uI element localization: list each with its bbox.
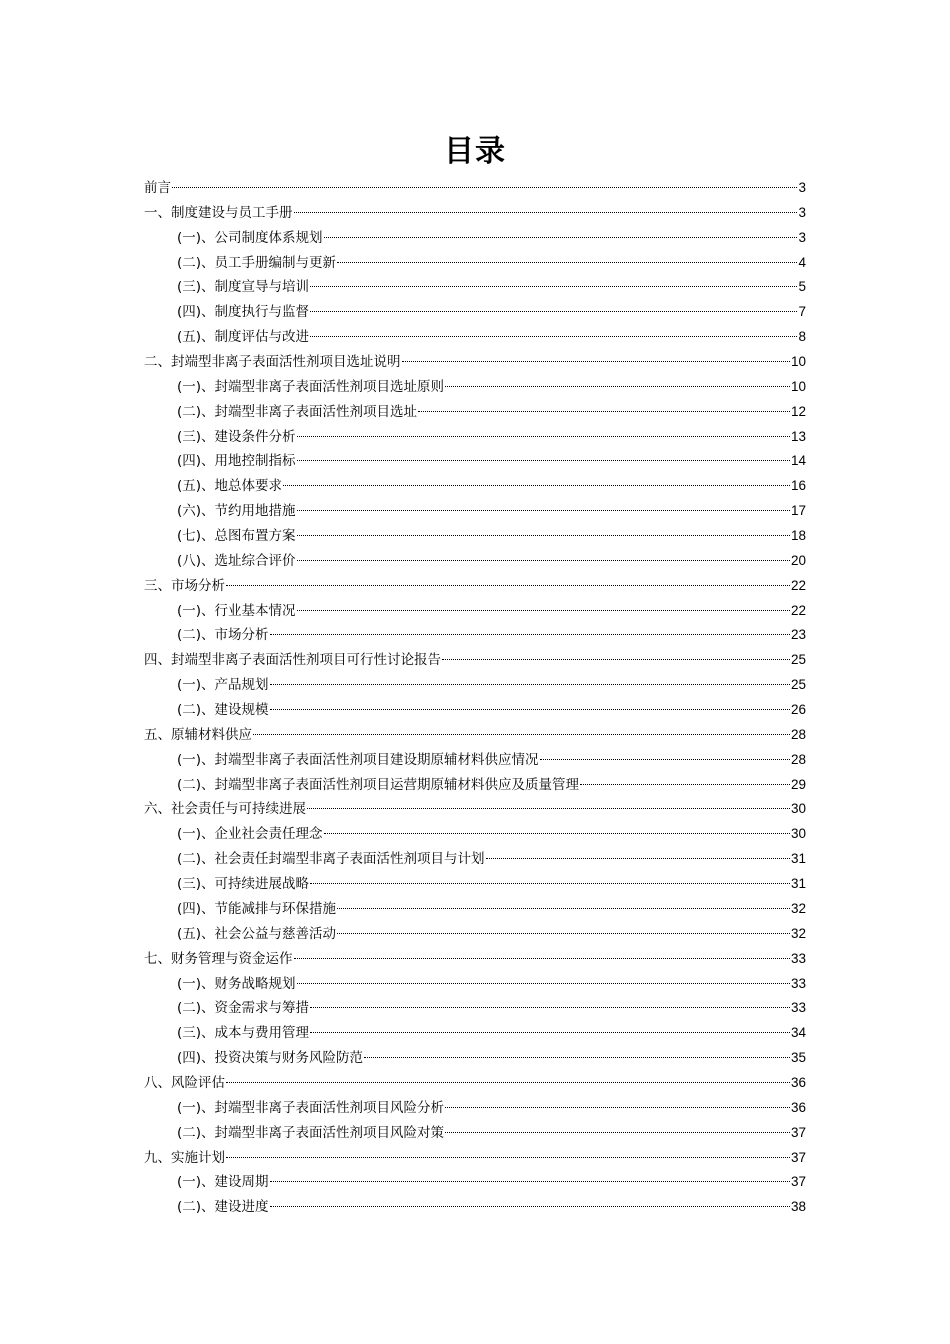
toc-entry-page-number: 13 bbox=[790, 428, 806, 444]
toc-subentry[interactable] bbox=[144, 251, 806, 276]
toc-entry-page-number: 37 bbox=[790, 1149, 806, 1165]
toc-subentry[interactable] bbox=[144, 897, 806, 922]
toc-subentry[interactable] bbox=[144, 524, 806, 549]
toc-entry-label: (三)、成本与费用管理 bbox=[177, 1025, 310, 1042]
toc-entry-label: (三)、可持续进展战略 bbox=[177, 876, 310, 893]
dot-leader bbox=[297, 983, 790, 984]
toc-entry-label: (二)、员工手册编制与更新 bbox=[177, 254, 337, 271]
toc-entry-label: 一、制度建设与员工手册 bbox=[144, 204, 293, 221]
dot-leader bbox=[297, 460, 790, 461]
dot-leader bbox=[364, 1057, 790, 1058]
toc-entry-page-number: 16 bbox=[790, 478, 806, 494]
toc-entry-page-number: 3 bbox=[798, 180, 806, 195]
toc-entry-page-number: 32 bbox=[790, 900, 806, 916]
toc-subentry[interactable] bbox=[144, 872, 806, 897]
toc-entry-page-number: 7 bbox=[798, 304, 806, 320]
toc-entry-page-number: 29 bbox=[790, 776, 806, 792]
dot-leader bbox=[442, 659, 790, 660]
dot-leader bbox=[172, 187, 797, 188]
toc-subentry[interactable] bbox=[144, 226, 806, 251]
dot-leader bbox=[294, 212, 798, 213]
toc-entry-page-number: 31 bbox=[790, 851, 806, 867]
toc-entry[interactable] bbox=[144, 1146, 806, 1171]
toc-subentry[interactable] bbox=[144, 673, 806, 698]
toc-subentry[interactable] bbox=[144, 599, 806, 624]
dot-leader bbox=[310, 286, 797, 287]
toc-entry-label: 五、原辅材料供应 bbox=[144, 726, 252, 743]
toc-entry-page-number: 14 bbox=[790, 453, 806, 469]
dot-leader bbox=[307, 808, 790, 809]
dot-leader bbox=[270, 684, 790, 685]
dot-leader bbox=[226, 1082, 790, 1083]
toc-entry-page-number: 5 bbox=[798, 279, 806, 295]
toc-entry-page-number: 8 bbox=[798, 329, 806, 345]
toc-entry-page-number: 4 bbox=[798, 254, 806, 270]
toc-subentry[interactable] bbox=[144, 996, 806, 1021]
toc-entry-page-number: 33 bbox=[790, 975, 806, 991]
dot-leader bbox=[294, 958, 790, 959]
toc-entry-page-number: 30 bbox=[790, 801, 806, 817]
toc-subentry[interactable] bbox=[144, 822, 806, 847]
toc-entry[interactable] bbox=[144, 350, 806, 375]
dot-leader bbox=[418, 411, 790, 412]
toc-entry-label: (一)、行业基本情况 bbox=[177, 602, 296, 619]
dot-leader bbox=[297, 510, 790, 511]
toc-entry[interactable] bbox=[144, 176, 806, 201]
toc-subentry[interactable] bbox=[144, 748, 806, 773]
toc-entry-label: 七、财务管理与资金运作 bbox=[144, 950, 293, 967]
toc-entry-label: (一)、封端型非离子表面活性剂项目建设期原辅材料供应情况 bbox=[177, 751, 539, 768]
toc-entry-page-number: 23 bbox=[790, 627, 806, 643]
toc-entry-page-number: 10 bbox=[790, 354, 806, 370]
toc-entry-label: (二)、社会责任封端型非离子表面活性剂项目与计划 bbox=[177, 851, 485, 868]
dot-leader bbox=[297, 535, 790, 536]
dot-leader bbox=[445, 1132, 790, 1133]
toc-entry-label: (二)、市场分析 bbox=[177, 627, 269, 644]
dot-leader bbox=[270, 709, 790, 710]
toc-entry-label: (四)、节能减排与环保措施 bbox=[177, 900, 337, 917]
dot-leader bbox=[445, 1107, 790, 1108]
toc-entry[interactable] bbox=[144, 201, 806, 226]
toc-subentry[interactable] bbox=[144, 499, 806, 524]
toc-entry-page-number: 17 bbox=[790, 503, 806, 519]
dot-leader bbox=[297, 436, 790, 437]
toc-subentry[interactable] bbox=[144, 773, 806, 798]
toc-entry-page-number: 28 bbox=[790, 726, 806, 742]
toc-entry-page-number: 37 bbox=[790, 1174, 806, 1190]
dot-leader bbox=[402, 361, 790, 362]
dot-leader bbox=[310, 883, 790, 884]
dot-leader bbox=[337, 933, 790, 934]
toc-entry-label: (一)、封端型非离子表面活性剂项目选址原则 bbox=[177, 378, 445, 395]
toc-subentry[interactable] bbox=[144, 425, 806, 450]
toc-entry-page-number: 3 bbox=[798, 229, 806, 245]
dot-leader bbox=[324, 237, 798, 238]
dot-leader bbox=[270, 1206, 790, 1207]
toc-subentry[interactable] bbox=[144, 1121, 806, 1146]
toc-entry-label: 六、社会责任与可持续进展 bbox=[144, 801, 306, 818]
toc-entry[interactable] bbox=[144, 1071, 806, 1096]
toc-entry-label: (四)、用地控制指标 bbox=[177, 453, 296, 470]
toc-entry-label: 二、封端型非离子表面活性剂项目选址说明 bbox=[144, 354, 401, 371]
toc-entry-page-number: 25 bbox=[790, 652, 806, 668]
toc-entry-label: (八)、选址综合评价 bbox=[177, 552, 296, 569]
toc-entry[interactable] bbox=[144, 574, 806, 599]
toc-entry[interactable] bbox=[144, 947, 806, 972]
toc-entry-page-number: 10 bbox=[790, 378, 806, 394]
toc-entry-label: (一)、建设周期 bbox=[177, 1174, 269, 1191]
toc-entry-page-number: 22 bbox=[790, 577, 806, 593]
toc-entry-label: (一)、产品规划 bbox=[177, 677, 269, 694]
toc-subentry[interactable] bbox=[144, 1170, 806, 1195]
toc-entry-page-number: 31 bbox=[790, 876, 806, 892]
toc-entry[interactable] bbox=[144, 797, 806, 822]
dot-leader bbox=[297, 610, 790, 611]
toc-subentry[interactable] bbox=[144, 325, 806, 350]
table-of-contents bbox=[144, 176, 806, 1220]
toc-entry-label: (一)、公司制度体系规划 bbox=[177, 229, 323, 246]
toc-entry-page-number: 38 bbox=[790, 1199, 806, 1215]
toc-entry-label: (六)、节约用地措施 bbox=[177, 503, 296, 520]
toc-entry-label: 三、市场分析 bbox=[144, 577, 225, 594]
toc-entry-page-number: 30 bbox=[790, 826, 806, 842]
toc-entry-page-number: 25 bbox=[790, 677, 806, 693]
toc-entry-page-number: 22 bbox=[790, 602, 806, 618]
toc-entry-label: (五)、地总体要求 bbox=[177, 478, 283, 495]
toc-entry-label: (五)、制度评估与改进 bbox=[177, 329, 310, 346]
dot-leader bbox=[337, 262, 797, 263]
toc-entry-label: (二)、封端型非离子表面活性剂项目选址 bbox=[177, 403, 418, 420]
dot-leader bbox=[324, 833, 790, 834]
toc-entry-page-number: 32 bbox=[790, 925, 806, 941]
toc-entry-page-number: 35 bbox=[790, 1050, 806, 1066]
toc-entry-label: 八、风险评估 bbox=[144, 1074, 225, 1091]
toc-entry-page-number: 33 bbox=[790, 1000, 806, 1016]
toc-title: 目录 bbox=[444, 134, 506, 169]
dot-leader bbox=[283, 485, 790, 486]
toc-entry-label: (一)、企业社会责任理念 bbox=[177, 826, 323, 843]
toc-entry-page-number: 20 bbox=[790, 552, 806, 568]
dot-leader bbox=[310, 1007, 790, 1008]
dot-leader bbox=[226, 1157, 790, 1158]
toc-subentry[interactable] bbox=[144, 1096, 806, 1121]
toc-subentry[interactable] bbox=[144, 449, 806, 474]
toc-entry-label: (二)、封端型非离子表面活性剂项目风险对策 bbox=[177, 1124, 445, 1141]
toc-entry-label: (二)、封端型非离子表面活性剂项目运营期原辅材料供应及质量管理 bbox=[177, 776, 580, 793]
toc-entry-label: 前言 bbox=[144, 180, 171, 196]
toc-subentry[interactable] bbox=[144, 847, 806, 872]
dot-leader bbox=[226, 585, 790, 586]
dot-leader bbox=[540, 759, 790, 760]
toc-entry-label: (二)、建设进度 bbox=[177, 1199, 269, 1216]
toc-entry-label: (四)、制度执行与监督 bbox=[177, 304, 310, 321]
toc-entry-label: (三)、建设条件分析 bbox=[177, 428, 296, 445]
toc-subentry[interactable] bbox=[144, 1046, 806, 1071]
toc-entry-label: (四)、投资决策与财务风险防范 bbox=[177, 1050, 364, 1067]
toc-subentry[interactable] bbox=[144, 375, 806, 400]
toc-subentry[interactable] bbox=[144, 400, 806, 425]
toc-entry[interactable] bbox=[144, 723, 806, 748]
toc-entry-page-number: 26 bbox=[790, 702, 806, 718]
dot-leader bbox=[310, 1032, 790, 1033]
toc-entry-page-number: 37 bbox=[790, 1124, 806, 1140]
toc-entry-page-number: 33 bbox=[790, 950, 806, 966]
toc-subentry[interactable] bbox=[144, 549, 806, 574]
toc-entry-label: (二)、建设规模 bbox=[177, 702, 269, 719]
toc-subentry[interactable] bbox=[144, 922, 806, 947]
toc-subentry[interactable] bbox=[144, 623, 806, 648]
toc-entry-page-number: 12 bbox=[790, 403, 806, 419]
toc-entry-label: 四、封端型非离子表面活性剂项目可行性讨论报告 bbox=[144, 652, 441, 669]
dot-leader bbox=[310, 311, 797, 312]
toc-entry-page-number: 36 bbox=[790, 1099, 806, 1115]
toc-entry-page-number: 3 bbox=[798, 204, 806, 220]
dot-leader bbox=[445, 386, 790, 387]
dot-leader bbox=[253, 734, 790, 735]
toc-entry-label: (五)、社会公益与慈善活动 bbox=[177, 925, 337, 942]
toc-subentry[interactable] bbox=[144, 1195, 806, 1220]
toc-entry[interactable] bbox=[144, 648, 806, 673]
dot-leader bbox=[310, 336, 797, 337]
dot-leader bbox=[270, 634, 790, 635]
toc-entry-label: (一)、财务战略规划 bbox=[177, 975, 296, 992]
dot-leader bbox=[486, 858, 790, 859]
toc-subentry[interactable] bbox=[144, 300, 806, 325]
toc-entry-page-number: 28 bbox=[790, 751, 806, 767]
toc-subentry[interactable] bbox=[144, 1021, 806, 1046]
toc-subentry[interactable] bbox=[144, 474, 806, 499]
dot-leader bbox=[270, 1181, 790, 1182]
toc-subentry[interactable] bbox=[144, 972, 806, 997]
toc-entry-label: (一)、封端型非离子表面活性剂项目风险分析 bbox=[177, 1099, 445, 1116]
toc-entry-label: 九、实施计划 bbox=[144, 1149, 225, 1166]
toc-entry-page-number: 18 bbox=[790, 528, 806, 544]
toc-entry-label: (二)、资金需求与筹措 bbox=[177, 1000, 310, 1017]
dot-leader bbox=[297, 560, 790, 561]
toc-entry-label: (七)、总图布置方案 bbox=[177, 528, 296, 545]
dot-leader bbox=[337, 908, 790, 909]
toc-entry-page-number: 34 bbox=[790, 1025, 806, 1041]
toc-entry-page-number: 36 bbox=[790, 1074, 806, 1090]
toc-entry-label: (三)、制度宣导与培训 bbox=[177, 279, 310, 296]
toc-subentry[interactable] bbox=[144, 275, 806, 300]
toc-subentry[interactable] bbox=[144, 698, 806, 723]
dot-leader bbox=[580, 784, 790, 785]
